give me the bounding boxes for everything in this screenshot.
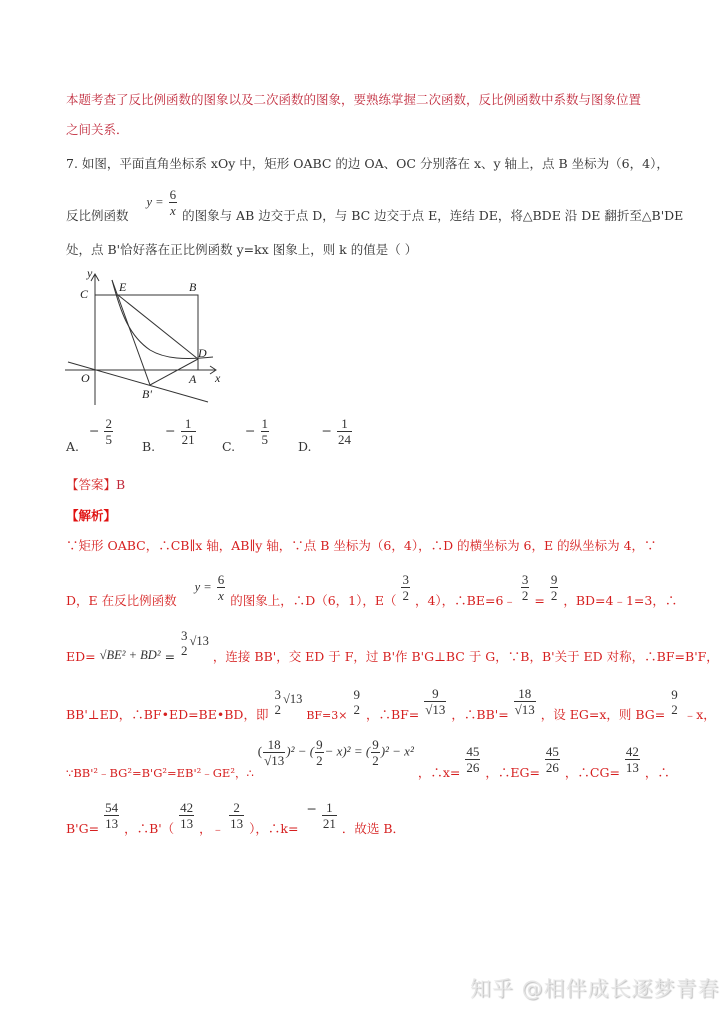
answer-value: B [116,477,126,492]
question-line-1 [66,156,669,172]
analysis-bp-y-num: 2 [233,800,240,815]
analysis-l3-fraction [180,628,189,658]
analysis-cg-fraction [625,744,640,775]
analysis-line-3 [66,628,719,664]
analysis-l4-num-5: 9 [671,686,678,702]
analysis-l4-text-e: ，设 EG=x，则 BG= [540,707,666,722]
question-line-3: 处，点 B'恰好落在正比例函数 y=kx 图象上，则 k 的值是（ ） [66,242,418,257]
eq-part-4: )² − x² [380,743,414,758]
question-text-1: 如图，平面直角坐标系 xOy 中，矩形 OABC 的边 OA、OC 分别落在 x、y 轴上，点 B 坐标为（6，4）， [81,156,669,171]
question-line-2 [66,187,684,223]
analysis-be-den: 2 [521,588,529,603]
label-c: C [80,287,89,301]
analysis-line-6 [66,800,406,836]
analysis-bpg-num: 54 [105,800,119,815]
analysis-be-num: 3 [521,572,529,587]
answer-options [66,416,378,454]
analysis-l6-text-b: ，∴B'（ [124,821,175,836]
analysis-l4-text-a: BB'⊥ED，∴BF•ED=BE•BD，即 [66,707,269,722]
option-b-fraction [181,416,196,447]
line-e-bprime [112,280,150,385]
eq-part-1: ( [257,743,263,758]
answer-label: 【答案】 [66,477,117,492]
option-d-fraction [337,416,352,447]
analysis-l4-text-d: ，∴BB'= [451,707,509,722]
option-a-sign: − [89,423,100,438]
analysis-l4-num-2: 9 [353,686,360,702]
analysis-l3-eq: = [164,648,176,664]
analysis-l6-text-d: ），∴k= [249,821,299,836]
analysis-l3-text-b: ，连接 BB'，交 ED 于 F，过 B'作 B'G⊥BC 于 G，∵B，B'关于 ED 对称，∴BF=B'F， [212,648,719,664]
analysis-be2-den: 2 [550,588,558,603]
analysis-l2-text-c: ，4），∴BE=6﹣ [414,593,516,608]
analysis-l5-text-c: ，∴EG= [485,765,540,780]
analysis-k-fraction [322,800,337,831]
func-denominator: x [169,203,176,218]
analysis-bpg-fraction [104,800,119,831]
analysis-equation [258,737,414,768]
analysis-x-fraction [465,744,480,775]
analysis-func-fraction [217,572,226,603]
func-y: y = [146,195,164,209]
label-b: B [189,280,197,294]
analysis-l3-root: √13 [189,633,209,648]
analysis-cg-den: 13 [625,760,639,775]
analysis-l5-text-b: ，∴x= [417,765,461,780]
analysis-l5-text-a: ∵BB'²﹣BG²=B'G²=EB'²﹣GE²，∴ [66,766,254,780]
geometry-figure [60,265,230,410]
option-a-fraction [104,416,113,447]
option-c[interactable] [221,416,294,454]
analysis-be2-fraction [550,572,559,603]
analysis-func-den: x [218,588,224,603]
analysis-k-den: 21 [322,816,336,831]
option-b-letter: B. [141,439,156,454]
option-c-num: 1 [261,416,269,431]
option-d-sign: − [321,423,332,438]
analysis-l5-text-d: ，∴CG= [564,765,620,780]
analysis-l4-den-5: 2 [671,701,678,717]
analysis-l5-text-e: ，∴ [644,765,670,780]
analysis-l4-fraction-5 [670,687,679,717]
option-b-num: 1 [184,416,192,431]
analysis-be-fraction [521,572,530,603]
analysis-l4-fraction-4 [514,686,536,717]
option-d-den: 24 [337,432,351,447]
option-b[interactable] [141,416,218,454]
analysis-l4-num-4: 18 [518,686,532,701]
analysis-l3-den: 2 [181,643,188,658]
analysis-eg-num: 45 [545,744,559,759]
analysis-line-5 [66,736,670,780]
analysis-e-den: 2 [402,588,409,603]
question-text-2-prefix: 反比例函数 [66,208,129,223]
analysis-l4-text-b: BF=3× [306,709,348,722]
label-a: A [189,372,197,386]
analysis-l6-text-a: B'G= [66,821,100,836]
analysis-line-2 [66,572,678,608]
analysis-ed-sqrt: √BE² + BD² [99,647,161,662]
analysis-line-1: ∵矩形 OABC，∴CB∥x 轴，AB∥y 轴，∵点 B 坐标为（6，4），∴D 的横坐标为 6，E 的纵坐标为 4，∵ [66,538,657,553]
option-d[interactable] [297,416,378,454]
analysis-l4-fraction-2 [352,687,361,717]
eq-part-3: − x)² = ( [324,743,371,758]
analysis-l4-den-1: 2 [274,701,281,717]
intro-line-1: 本题考查了反比例函数的图象以及二次函数的图象，要熟练掌握二次函数，反比例函数中系数与图象位置 [66,92,642,107]
eq-den-3: 2 [372,752,379,768]
analysis-l3-num: 3 [181,628,188,643]
analysis-l3-text-a: ED= [66,648,96,664]
eq-fraction-2 [315,737,324,768]
analysis-l4-fraction-3 [424,686,446,717]
analysis-x-den: 26 [466,760,480,775]
label-y: y [87,266,93,280]
analysis-e-fraction [401,572,410,603]
analysis-be2-num: 9 [550,572,558,587]
analysis-bp-x-num: 42 [180,800,194,815]
analysis-bp-y-fraction [229,800,244,831]
analysis-k-sign: − [306,801,317,816]
eq-num-2: 9 [316,736,323,752]
option-a-den: 5 [105,432,112,447]
analysis-bpg-den: 13 [105,816,119,831]
analysis-l6-text-e: ．故选 B． [341,821,406,836]
option-d-num: 1 [341,416,348,431]
label-x: x [215,371,221,385]
analysis-x-num: 45 [466,744,480,759]
eq-num-3: 9 [372,736,379,752]
question-text-2-suffix: 的图象与 AB 边交于点 D，与 BC 边交于点 E，连结 DE，将△BDE 沿 DE 翻折至△B'DE [182,208,684,223]
analysis-l4-text-c: ，∴BF= [365,707,420,722]
option-b-den: 21 [181,432,195,447]
analysis-l2-text-e: ，BD=4﹣1=3，∴ [563,593,678,608]
eq-num-1: 18 [267,736,281,752]
eq-den-2: 2 [316,752,323,768]
analysis-eg-fraction [545,744,560,775]
analysis-l4-text-f: ﹣x， [683,707,716,722]
analysis-k-num: 1 [326,800,333,815]
analysis-func-num: 6 [217,572,225,587]
analysis-header [66,508,116,524]
analysis-cg-num: 42 [625,744,639,759]
option-d-letter: D. [297,439,312,454]
func-numerator: 6 [169,187,177,202]
option-c-letter: C. [221,439,236,454]
analysis-e-num: 3 [402,572,409,587]
analysis-func-y: y = [194,580,212,594]
option-a-num: 2 [105,416,112,431]
eq-den-1: √13 [264,752,285,768]
analysis-l4-num-1: 3 [274,686,281,702]
intro-line-2: 之间关系． [66,122,129,137]
analysis-l2-text-b: 的图象上，∴D（6，1），E（ [230,593,397,608]
analysis-l4-root: √13 [282,692,303,706]
option-c-sign: − [245,423,256,438]
analysis-l4-den-2: 2 [353,701,360,717]
func-fraction [169,187,178,218]
eq-fraction-3 [371,737,380,768]
watermark: 知乎 @相伴成长逐梦青春 [470,977,720,1001]
line-ed [118,295,198,359]
analysis-line-4 [66,686,716,722]
analysis-bp-x-fraction [179,800,194,831]
analysis-bp-x-den: 13 [180,816,194,831]
option-c-fraction [261,416,270,447]
analysis-l2-text-a: D，E 在反比例函数 [66,593,177,608]
analysis-l4-num-3: 9 [432,686,439,701]
analysis-eg-den: 26 [545,760,559,775]
analysis-l6-text-c: ，﹣ [199,821,225,836]
analysis-bp-y-den: 13 [230,816,244,831]
option-c-den: 5 [261,432,269,447]
answer-line [66,477,125,493]
analysis-label: 【解析】 [66,508,117,523]
question-number: 7. [66,156,78,171]
analysis-l2-text-d: = [534,593,545,608]
analysis-l4-den-3: √13 [425,702,446,717]
analysis-l4-den-4: √13 [514,702,535,717]
label-d: D [198,346,207,360]
eq-fraction-1 [263,737,285,768]
eq-part-2: )² − ( [286,743,315,758]
option-a[interactable] [66,416,138,454]
option-a-letter: A. [66,439,80,454]
option-b-sign: − [165,423,176,438]
label-e: E [119,280,127,294]
label-bprime: B' [142,387,152,401]
analysis-l4-fraction-1 [273,687,282,717]
label-o: O [81,371,90,385]
